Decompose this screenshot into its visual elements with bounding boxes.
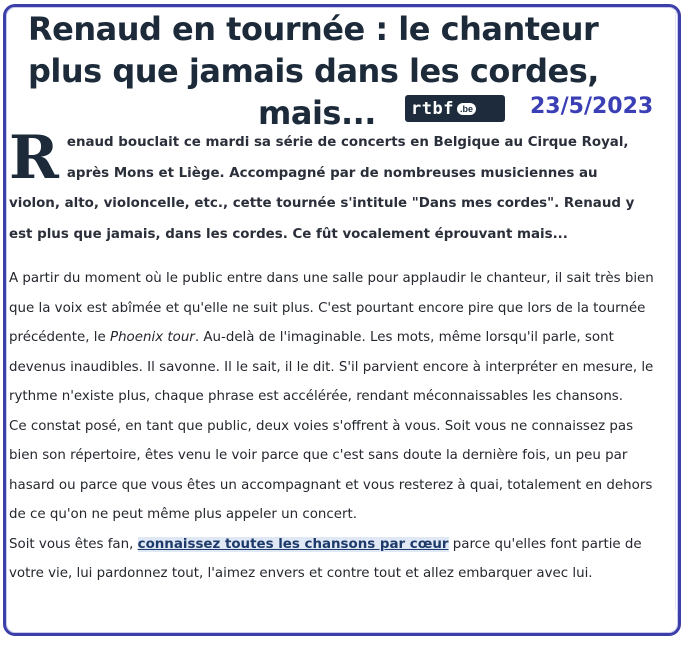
paragraph-2: Ce constat posé, en tant que public, deux voies s'offrent à vous. Soit vous ne connaissez pas bien son répertoire, êtes venu le voir parce que c'est sans doute la dernière fois, un peu par hasard ou parce que vous êtes un accompagnant et vous resterez à quai, totalement en dehors de ce qu'on ne peut même plus appeler un concert. — [9, 418, 653, 522]
rtbf-logo[interactable] — [405, 95, 505, 122]
article-lead — [9, 123, 649, 250]
title-line-3: mais... — [258, 94, 376, 132]
paragraph-1-text-a: A partir du moment où le public entre dans une salle pour applaudir le chanteur, il sait très bien que la voix est abîmée et qu'elle ne suit plus. C'est pourtant encore pire que lors de la tournée précédente, le — [9, 271, 654, 345]
title-line-1: Renaud en tournée : le chanteur — [28, 10, 599, 48]
publication-date: 23/5/2023 — [530, 94, 654, 119]
phoenix-tour-emphasis: Phoenix tour — [110, 330, 195, 345]
paragraph-1-text-b: . Au-delà de l'imaginable. Les mots, même lorsqu'il parle, sont devenus inaudibles. Il savonne. Il le sait, il le dit. S'il parvient encore à interpréter en mesure, le rythme n'existe plus, chaque phrase est accélérée, rendant méconnaissables les chansons. — [9, 330, 654, 404]
rtbf-logo-text: rtbf — [411, 98, 454, 119]
lead-text-line-1: enaud bouclait ce mardi sa série de concerts en Belgique au Cirque Royal, — [66, 135, 629, 150]
drop-cap: R — [9, 123, 59, 193]
songs-by-heart-link[interactable]: connaissez toutes les chansons par cœur — [137, 536, 449, 552]
paragraph-3-text-b: parce qu'elles font partie de votre vie, lui pardonnez tout, l'aimez envers et contre tout et allez embarquer avec lui. — [9, 536, 642, 581]
paragraph-3-text-a: Soit vous êtes fan, — [9, 536, 138, 552]
article-body — [9, 264, 661, 589]
paragraph-3 — [9, 530, 661, 589]
right-edge-divider — [675, 10, 676, 610]
title-line-2: plus que jamais dans les cordes, — [28, 52, 599, 90]
rtbf-logo-suffix: .be — [457, 103, 476, 115]
paragraph-1 — [9, 264, 661, 412]
lead-text-rest: après Mons et Liège. Accompagné par de nombreuses musiciennes au violon, alto, violoncelle, etc., cette tournée s'intitule "Dans mes cordes". Renaud y est plus que jamais, dans les cordes. Ce fût vocalement éprouvant mais... — [9, 165, 635, 242]
